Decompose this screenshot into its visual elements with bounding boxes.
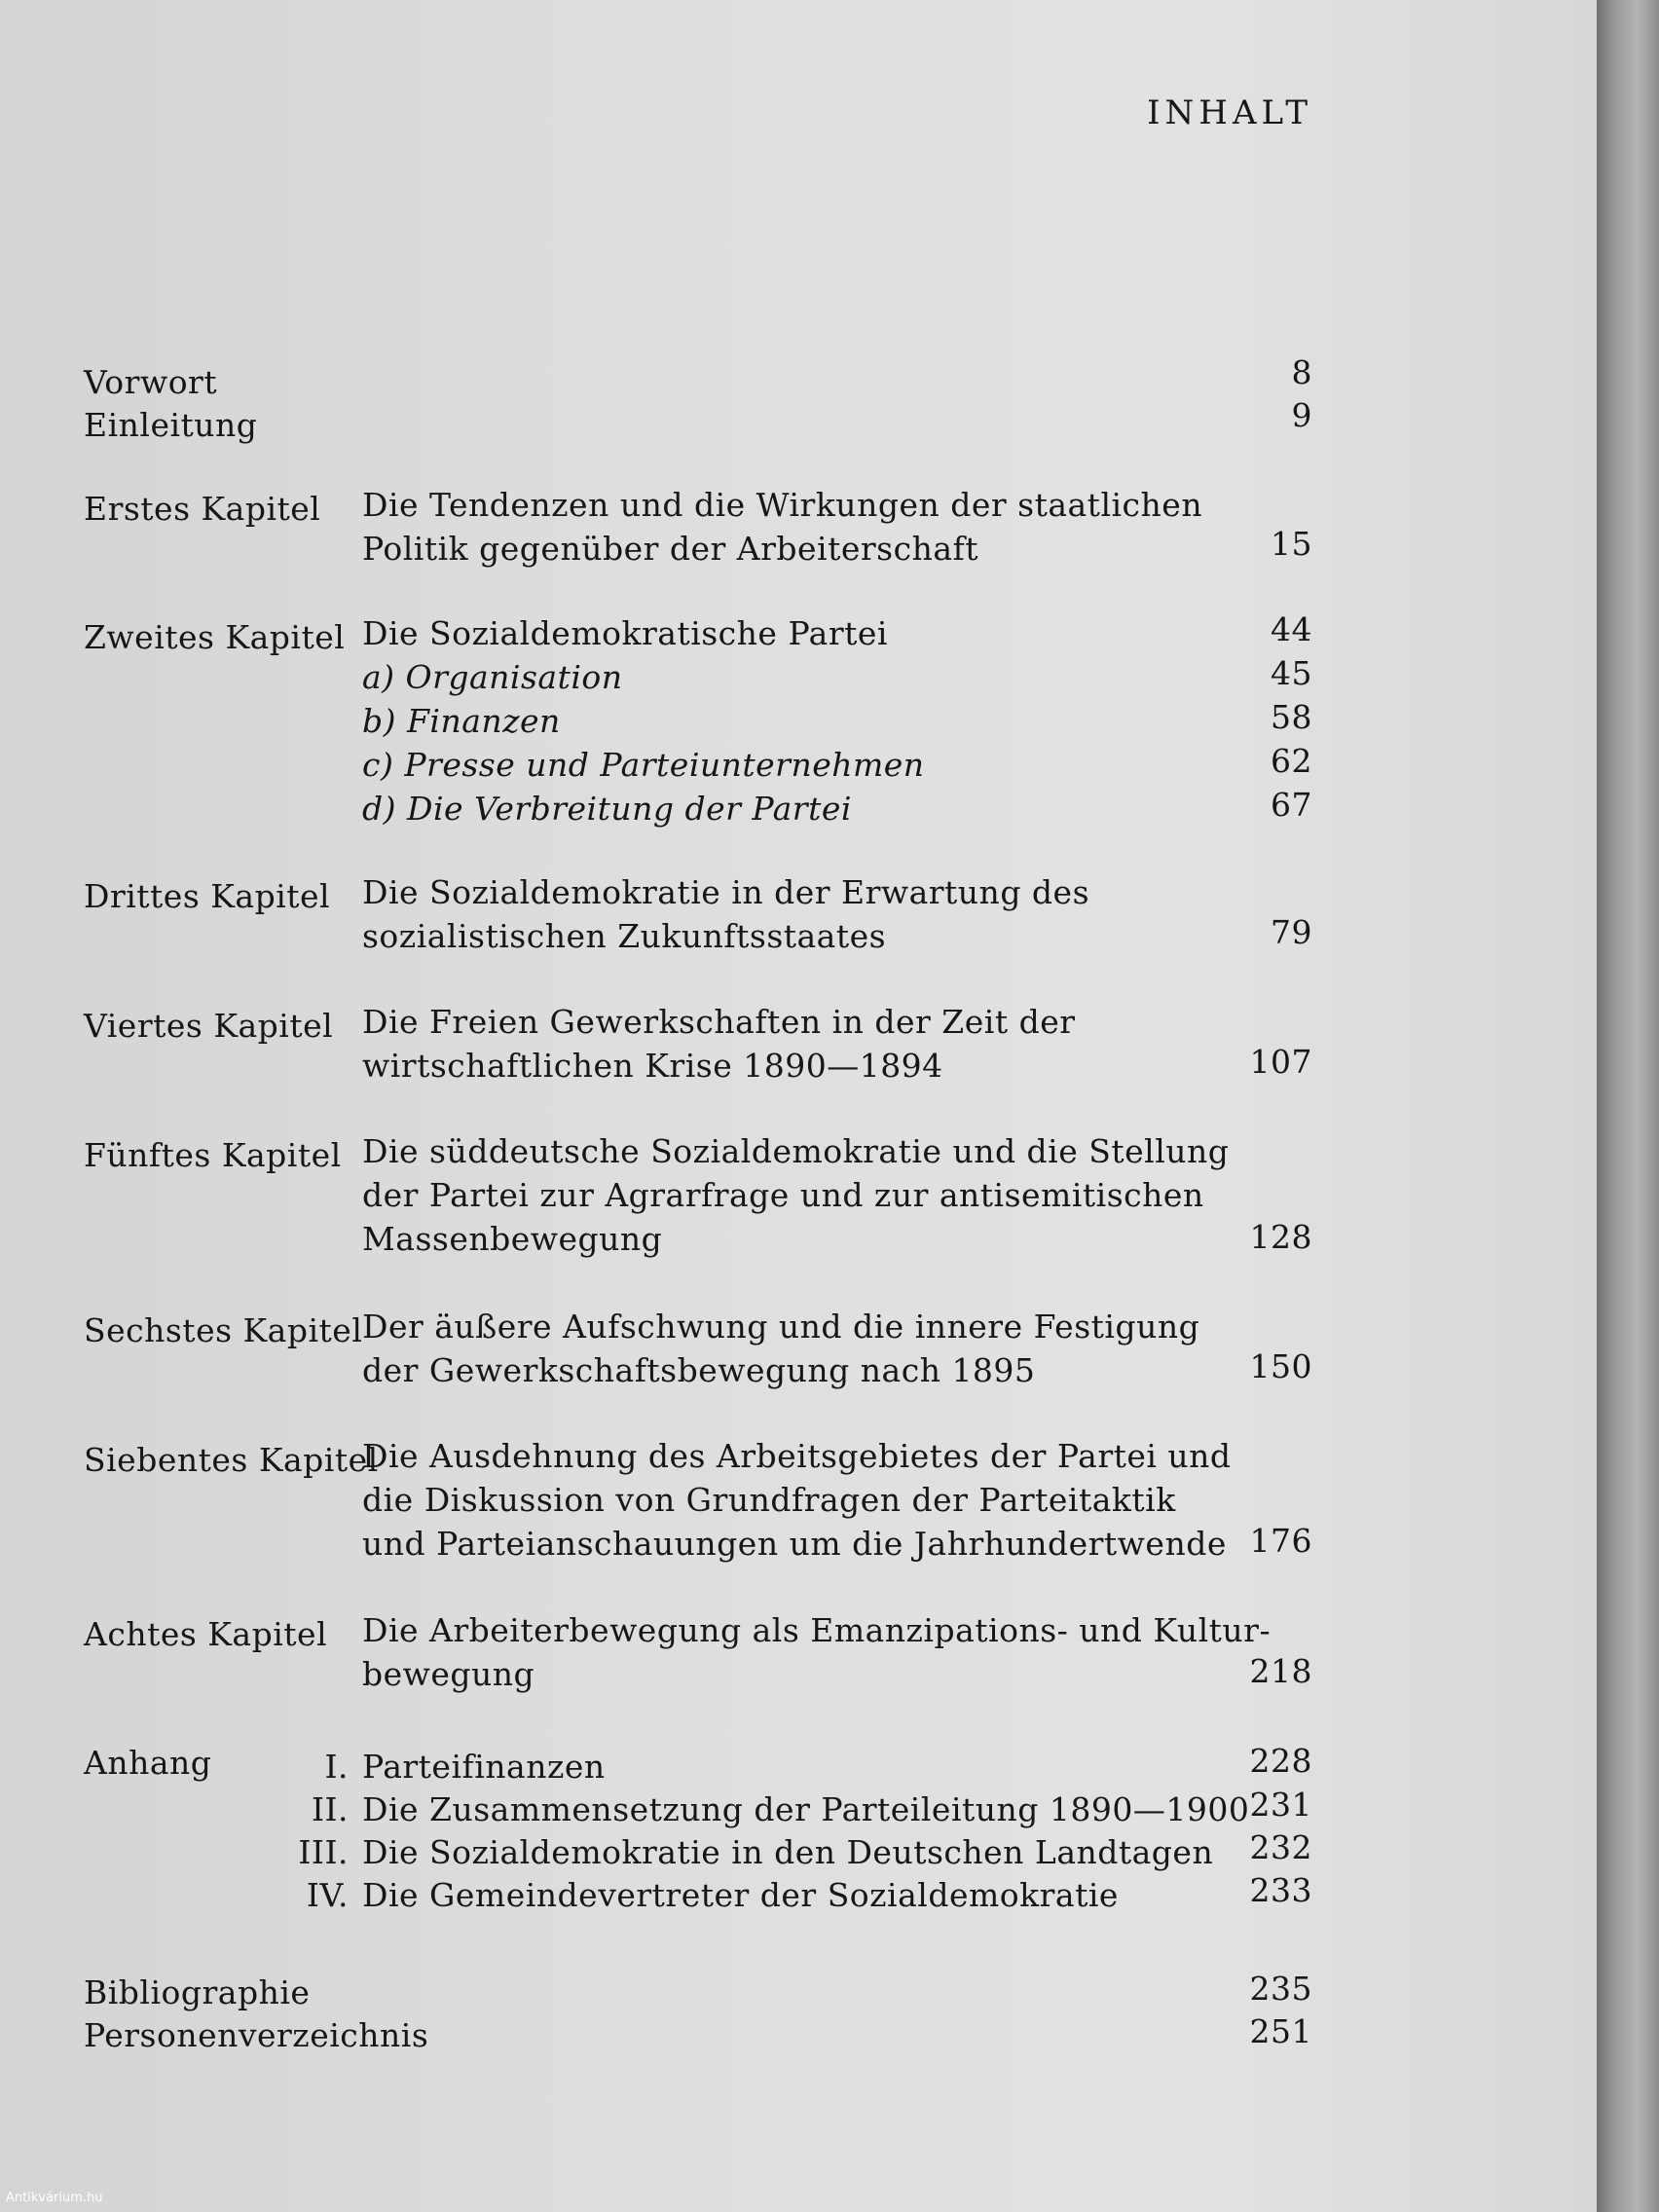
chapter-label: Sechstes Kapitel [84, 1311, 363, 1349]
chapter-title-line: der Partei zur Agrarfrage und zur antisemitischen [362, 1176, 1204, 1214]
chapter-title-line: Die Sozialdemokratische Partei [362, 614, 888, 652]
toc-page-number: 235 [1249, 1970, 1312, 2008]
chapter-title-line: Die süddeutsche Sozialdemokratie und die Stellung [362, 1132, 1230, 1170]
chapter-title-line: Der äußere Aufschwung und die innere Festigung [362, 1308, 1200, 1346]
toc-entry-label: Bibliographie [84, 1973, 311, 2011]
toc-page-number: 67 [1271, 786, 1312, 824]
toc-page-number: 15 [1271, 525, 1312, 563]
chapter-label: Viertes Kapitel [84, 1007, 334, 1045]
toc-page-number: 8 [1291, 353, 1312, 391]
appendix-numeral: I. [324, 1748, 349, 1786]
chapter-title-line: sozialistischen Zukunftsstaates [362, 917, 887, 955]
chapter-title-line: der Gewerkschaftsbewegung nach 1895 [362, 1351, 1036, 1389]
toc-page-number: 176 [1249, 1522, 1312, 1560]
chapter-title-line: Politik gegenüber der Arbeiterschaft [362, 530, 978, 568]
appendix-title: Die Zusammensetzung der Parteileitung 1890—1900 [362, 1790, 1250, 1828]
toc-page-number: 232 [1249, 1828, 1312, 1866]
chapter-title-line: Die Arbeiterbewegung als Emanzipations- und Kultur- [362, 1611, 1272, 1649]
chapter-label: Siebentes Kapitel [84, 1441, 379, 1479]
toc-heading: INHALT [1147, 93, 1312, 132]
chapter-title-line: Die Ausdehnung des Arbeitsgebietes der Partei und [362, 1437, 1232, 1475]
toc-page-number: 231 [1249, 1786, 1312, 1824]
chapter-title-line: Massenbewegung [362, 1220, 663, 1258]
page-edge [1597, 0, 1659, 2212]
toc-page-number: 107 [1249, 1043, 1312, 1081]
chapter-title-line: Die Tendenzen und die Wirkungen der staatlichen [362, 486, 1203, 524]
subsection-title: b) Finanzen [362, 702, 561, 740]
toc-page-number: 150 [1249, 1347, 1312, 1385]
chapter-title-line: bewegung [362, 1655, 535, 1693]
toc-page-number: 79 [1271, 913, 1312, 951]
appendix-numeral: II. [311, 1790, 349, 1828]
subsection-title: d) Die Verbreitung der Partei [362, 790, 852, 828]
watermark: Antikvárium.hu [6, 2191, 103, 2205]
toc-page-number: 9 [1291, 396, 1312, 434]
toc-page-number: 62 [1271, 742, 1312, 780]
chapter-title-line: wirtschaftlichen Krise 1890—1894 [362, 1047, 943, 1085]
chapter-title-line: und Parteianschauungen um die Jahrhundertwende [362, 1525, 1227, 1563]
toc-entry-label: Vorwort [84, 363, 218, 401]
toc-page-number: 218 [1249, 1652, 1312, 1690]
appendix-label: Anhang [84, 1744, 212, 1782]
toc-page-number: 228 [1249, 1742, 1312, 1780]
toc-entry-label: Personenverzeichnis [84, 2016, 429, 2054]
toc-page-number: 233 [1249, 1871, 1312, 1909]
chapter-label: Zweites Kapitel [84, 618, 346, 656]
appendix-title: Die Gemeindevertreter der Sozialdemokratie [362, 1876, 1119, 1914]
appendix-numeral: IV. [306, 1876, 349, 1914]
chapter-title-line: die Diskussion von Grundfragen der Parteitaktik [362, 1481, 1176, 1519]
toc-page-number: 58 [1271, 698, 1312, 736]
subsection-title: a) Organisation [362, 658, 623, 696]
toc-page-number: 128 [1249, 1218, 1312, 1256]
appendix-numeral: III. [298, 1833, 349, 1871]
chapter-label: Fünftes Kapitel [84, 1136, 342, 1174]
chapter-label: Drittes Kapitel [84, 877, 331, 915]
toc-page-number: 44 [1271, 610, 1312, 648]
chapter-label: Erstes Kapitel [84, 490, 321, 528]
subsection-title: c) Presse und Parteiunternehmen [362, 746, 925, 784]
toc-page-number: 45 [1271, 654, 1312, 692]
appendix-title: Die Sozialdemokratie in den Deutschen Landtagen [362, 1833, 1214, 1871]
toc-entry-label: Einleitung [84, 406, 258, 444]
chapter-label: Achtes Kapitel [84, 1615, 328, 1653]
appendix-title: Parteifinanzen [362, 1748, 606, 1786]
chapter-title-line: Die Freien Gewerkschaften in der Zeit der [362, 1003, 1076, 1041]
chapter-title-line: Die Sozialdemokratie in der Erwartung des [362, 873, 1090, 911]
toc-page-number: 251 [1249, 2012, 1312, 2050]
